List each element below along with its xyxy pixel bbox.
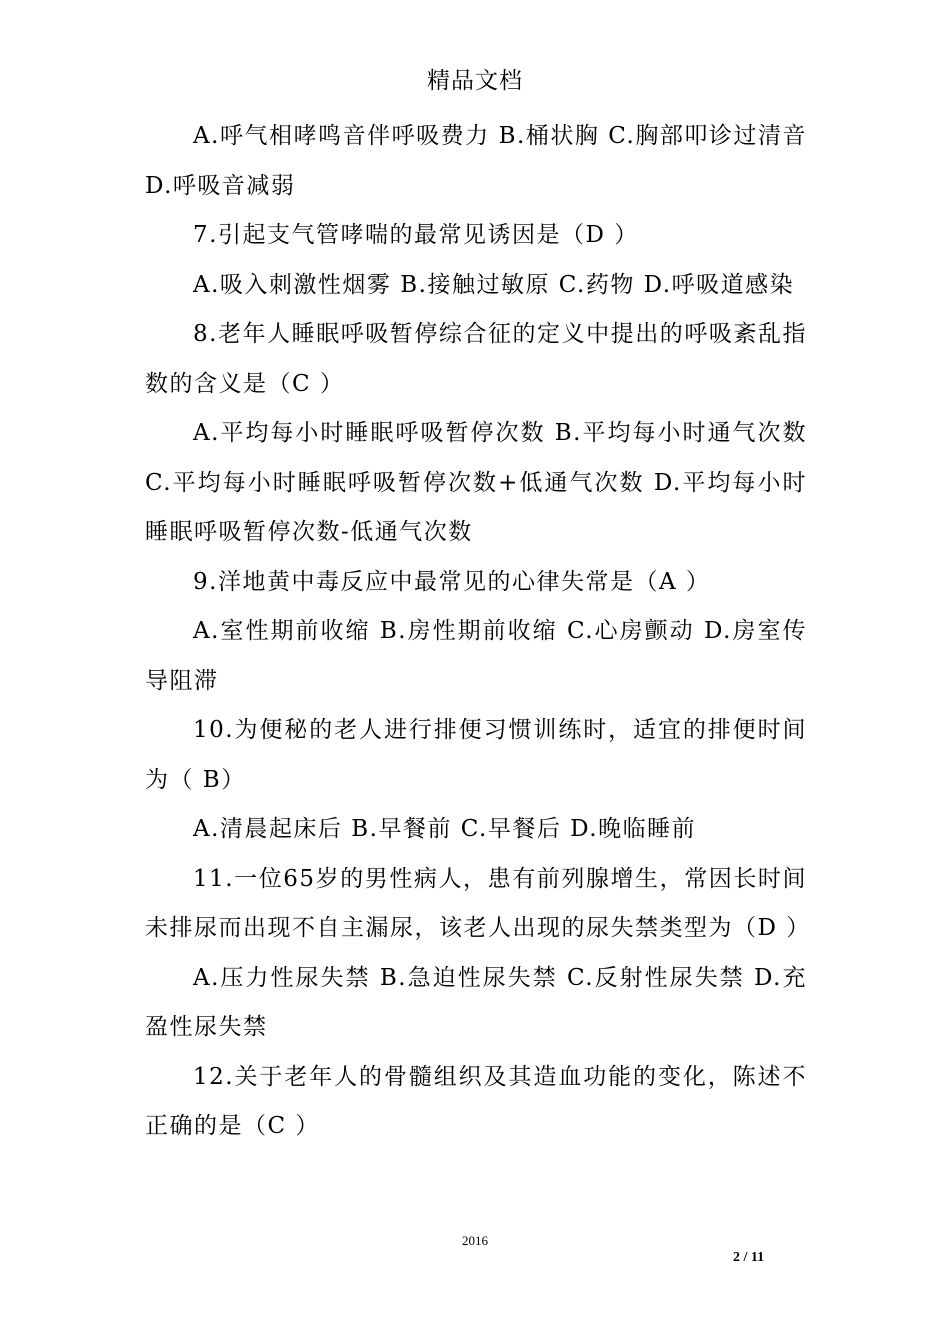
answer-options-q11: A.压力性尿失禁 B.急迫性尿失禁 C.反射性尿失禁 D.充盈性尿失禁 (145, 964, 807, 1040)
page-number: 2 / 11 (733, 1250, 765, 1265)
answer-options-q9: A.室性期前收缩 B.房性期前收缩 C.心房颤动 D.房室传导阻滞 (145, 618, 807, 694)
question-12: 12.关于老年人的骨髓组织及其造血功能的变化，陈述不正确的是（C ） (145, 1063, 807, 1139)
question-8: 8.老年人睡眠呼吸暂停综合征的定义中提出的呼吸紊乱指数的含义是（C ） (145, 321, 807, 397)
page-header: 精品文档 (427, 68, 523, 94)
answer-options-q6: A.呼气相哮鸣音伴呼吸费力 B.桶状胸 C.胸部叩诊过清音 D.呼吸音减弱 (145, 123, 807, 199)
answer-options-q7: A.吸入刺激性烟雾 B.接触过敏原 C.药物 D.呼吸道感染 (193, 271, 795, 298)
question-11: 11.一位65岁的男性病人，患有前列腺增生，常因长时间未排尿而出现不自主漏尿，该老人出现的尿失禁类型为（D ） (145, 865, 811, 941)
document-body (145, 112, 811, 1152)
answer-options-q8: A.平均每小时睡眠呼吸暂停次数 B.平均每小时通气次数 C.平均每小时睡眠呼吸暂停次数+低通气次数 D.平均每小时睡眠呼吸暂停次数-低通气次数 (145, 420, 807, 545)
page-footer-year: 2016 (462, 1233, 488, 1248)
question-10: 10.为便秘的老人进行排便习惯训练时，适宜的排便时间为（ B） (145, 717, 807, 793)
question-7: 7.引起支气管哮喘的最常见诱因是（D ） (193, 222, 639, 248)
question-9: 9.洋地黄中毒反应中最常见的心律失常是（A ） (193, 568, 711, 595)
answer-options-q10: A.清晨起床后 B.早餐前 C.早餐后 D.晚临睡前 (193, 816, 697, 842)
